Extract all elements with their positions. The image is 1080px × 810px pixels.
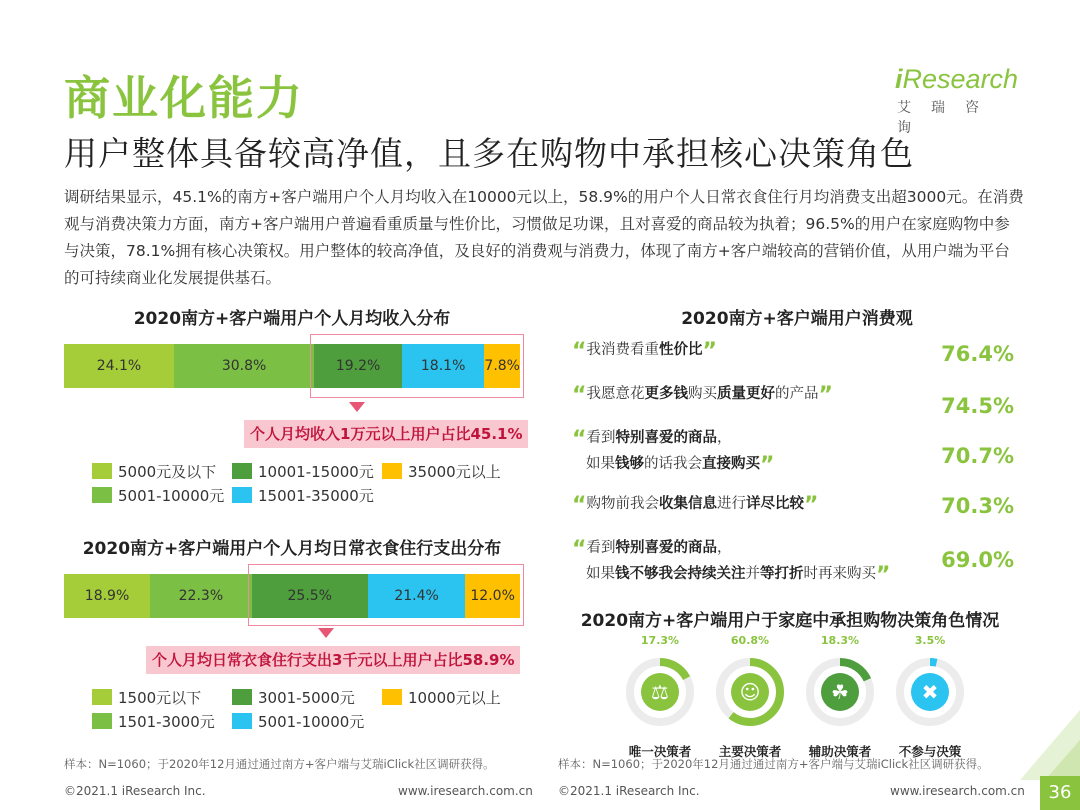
- legend-swatch: [232, 713, 252, 729]
- spending-legend: [92, 688, 512, 730]
- bar-segment-1: 18.9%: [64, 574, 150, 618]
- close-icon: ✖: [921, 680, 939, 704]
- intro-paragraph: 调研结果显示，45.1%的南方+客户端用户个人月均收入在10000元以上，58.9%的用户个人日常衣食住行月均消费支出超3000元。在消费观与消费决策力方面，南方+客户端用户普遍看重质量与性价比，习惯做足功课，且对喜爱的商品较为执着；96.5%的用户在家庭购物中参与决策，78.1%拥有核心决策权。用户整体的较高净值，及良好的消费观与消费力，体现了南方+客户端较高的营销价值，从用户端为平台的可持续商业化发展提供基石。: [64, 188, 1024, 287]
- footer-copyright-left: ©2021.1 iResearch Inc.: [64, 784, 206, 798]
- keyword: 直接购买: [702, 456, 760, 472]
- income-arrow: [349, 402, 365, 412]
- legend-label: 5000元及以下: [118, 462, 217, 481]
- donut-percent: 17.3%: [640, 634, 680, 647]
- spending-chart-title: 2020南方+客户端用户个人月均日常衣食住行支出分布: [82, 539, 502, 559]
- bar-segment-4: 21.4%: [368, 574, 465, 618]
- legend-label: 15001-35000元: [258, 486, 374, 505]
- logo-cn: 艾瑞咨询: [897, 100, 999, 136]
- keyword: 钱不够我会持续关注: [615, 566, 746, 582]
- footer-copyright-right: ©2021.1 iResearch Inc.: [558, 784, 700, 798]
- donut-percent: 3.5%: [914, 634, 946, 647]
- keyword: 性价比: [658, 342, 703, 358]
- legend-item: [232, 712, 382, 730]
- bar-segment-2: 22.3%: [150, 574, 252, 618]
- donut-svg: [880, 648, 980, 734]
- legend-label: 5001-10000元: [118, 486, 225, 505]
- page-number: 36: [1040, 776, 1080, 810]
- view-percentage: 70.7%: [941, 444, 1014, 468]
- income-callout: 个人月均收入1万元以上用户占比45.1%: [244, 420, 528, 448]
- open-quote-icon: “: [572, 427, 587, 452]
- bar-segment-5: 12.0%: [465, 574, 520, 618]
- legend-item: [92, 688, 232, 706]
- legend-label: 10000元以上: [408, 688, 501, 707]
- legend-swatch: [382, 463, 402, 479]
- footer-url-right[interactable]: www.iresearch.com.cn: [890, 784, 1025, 798]
- logo-word: Research: [902, 64, 1019, 94]
- income-legend: [92, 462, 512, 504]
- bar-segment-2: 30.8%: [174, 344, 314, 388]
- legend-label: 35000元以上: [408, 462, 501, 481]
- legend-swatch: [92, 713, 112, 729]
- logo-i: i: [895, 64, 903, 94]
- legend-label: 1501-3000元: [118, 712, 215, 731]
- open-quote-icon: “: [572, 383, 587, 408]
- spending-highlight-box: [248, 564, 524, 626]
- donut-percent: 18.3%: [820, 634, 860, 647]
- income-highlight-box: [310, 334, 524, 398]
- view-percentage: 69.0%: [941, 548, 1014, 572]
- open-quote-icon: “: [572, 493, 587, 518]
- view-statement: “看到特别喜爱的商品，: [572, 427, 732, 452]
- legend-swatch: [92, 463, 112, 479]
- open-quote-icon: “: [572, 537, 587, 562]
- keyword: 质量更好: [716, 386, 775, 402]
- spending-callout: 个人月均日常衣食住行支出3千元以上用户占比58.9%: [146, 646, 520, 674]
- legend-item: [382, 688, 512, 706]
- income-chart-title: 2020南方+客户端用户个人月均收入分布: [133, 309, 451, 329]
- close-quote-icon: ”: [760, 453, 775, 478]
- donut-percent: 60.8%: [730, 634, 770, 647]
- head-icon: ☘: [831, 680, 849, 704]
- view-percentage: 70.3%: [941, 494, 1014, 518]
- corner-decoration: [1000, 710, 1080, 780]
- role-donut: [610, 634, 710, 760]
- donut-label: 辅助决策者: [808, 744, 872, 759]
- gavel-icon: ⚖: [651, 680, 669, 704]
- legend-swatch: [92, 689, 112, 705]
- view-statement: “购物前我会收集信息进行详尽比较”: [572, 493, 819, 518]
- person-icon: ☺: [739, 680, 761, 704]
- legend-swatch: [382, 689, 402, 705]
- legend-item: [232, 688, 382, 706]
- bar-segment-5: 7.8%: [484, 344, 520, 388]
- bar-segment-3: 25.5%: [252, 574, 368, 618]
- views-chart-title: 2020南方+客户端用户消费观: [681, 309, 913, 329]
- sample-note-left: 样本：N=1060；于2020年12月通过通过南方+客户端与艾瑞iClick社区调研获得。: [64, 757, 495, 771]
- donut-svg: [610, 648, 710, 734]
- role-donut: [700, 634, 800, 760]
- keyword: 特别喜爱的商品: [615, 540, 717, 556]
- donut-label: 主要决策者: [718, 744, 782, 759]
- legend-item: [382, 462, 512, 480]
- open-quote-icon: “: [572, 339, 587, 364]
- role-donut: [790, 634, 890, 760]
- view-percentage: 76.4%: [941, 342, 1014, 366]
- keyword: 钱够: [615, 456, 644, 472]
- legend-label: 10001-15000元: [258, 462, 374, 481]
- legend-item: [92, 462, 232, 480]
- page-title: 商业化能力: [64, 71, 304, 125]
- legend-label: 1500元以下: [118, 688, 202, 707]
- keyword: 收集信息: [658, 496, 717, 512]
- view-statement: “我消费看重性价比”: [572, 339, 717, 364]
- bar-segment-4: 18.1%: [402, 344, 485, 388]
- legend-item: [232, 462, 382, 480]
- footer-url-left[interactable]: www.iresearch.com.cn: [398, 784, 533, 798]
- view-statement: “我愿意花更多钱购买质量更好的产品”: [572, 383, 833, 408]
- legend-item: [92, 712, 232, 730]
- role-donut: [880, 634, 980, 760]
- spending-arrow: [318, 628, 334, 638]
- bar-segment-1: 24.1%: [64, 344, 174, 388]
- close-quote-icon: ”: [702, 339, 717, 364]
- close-quote-icon: ”: [818, 383, 833, 408]
- keyword: 更多钱: [644, 386, 688, 402]
- legend-label: 5001-10000元: [258, 712, 365, 731]
- bar-segment-3: 19.2%: [314, 344, 402, 388]
- legend-item: [232, 486, 382, 504]
- donut-label: 唯一决策者: [628, 744, 692, 759]
- keyword: 详尽比较: [745, 496, 804, 512]
- close-quote-icon: ”: [803, 493, 819, 518]
- roles-chart-title: 2020南方+客户端用户于家庭中承担购物决策角色情况: [580, 611, 1000, 631]
- view-statement-line2: 如果钱不够我会持续关注并等打折时再来购买”: [586, 563, 891, 588]
- keyword: 特别喜爱的商品: [615, 430, 717, 446]
- view-percentage: 74.5%: [941, 394, 1014, 418]
- view-statement: “看到特别喜爱的商品，: [572, 537, 732, 562]
- legend-swatch: [232, 689, 252, 705]
- legend-swatch: [92, 487, 112, 503]
- donut-label: 不参与决策: [898, 744, 962, 759]
- page-subtitle: 用户整体具备较高净值，且多在购物中承担核心决策角色: [64, 134, 914, 173]
- view-statement-line2: 如果钱够的话我会直接购买”: [586, 453, 775, 478]
- donut-svg: [790, 648, 890, 734]
- donut-svg: [700, 648, 800, 734]
- iresearch-logo: [895, 64, 1025, 137]
- sample-note-right: 样本：N=1060；于2020年12月通过通过南方+客户端与艾瑞iClick社区调研获得。: [558, 757, 989, 771]
- legend-label: 3001-5000元: [258, 688, 355, 707]
- legend-swatch: [232, 463, 252, 479]
- legend-item: [92, 486, 232, 504]
- close-quote-icon: ”: [876, 563, 891, 588]
- legend-swatch: [232, 487, 252, 503]
- keyword: 等打折: [760, 566, 804, 582]
